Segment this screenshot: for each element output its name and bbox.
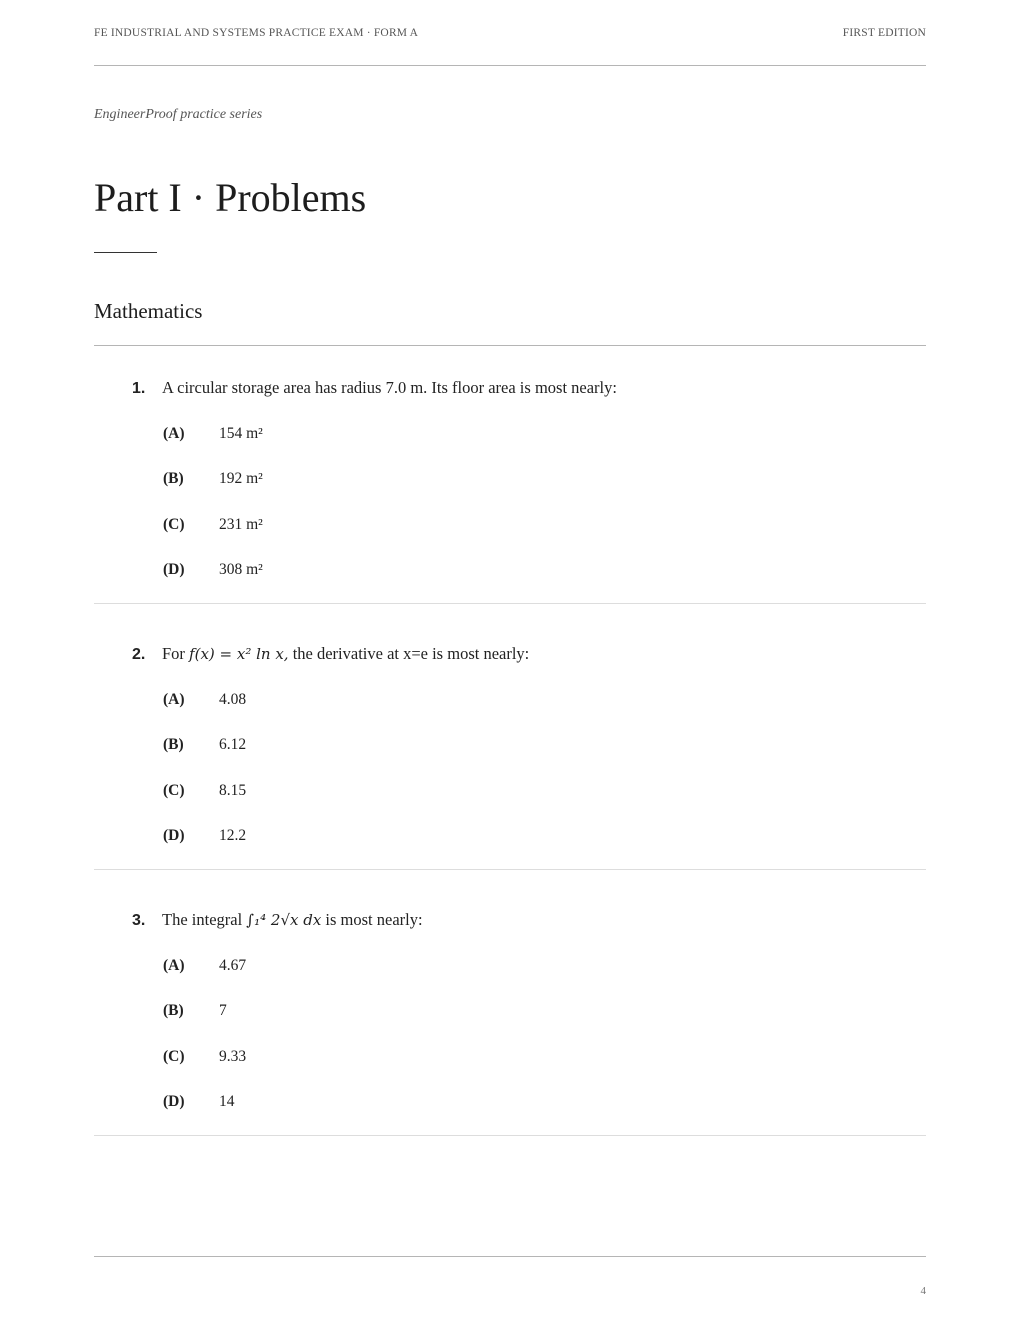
- choice-letter: (C): [163, 781, 185, 799]
- exam-title: FE INDUSTRIAL AND SYSTEMS PRACTICE EXAM · FORM A: [94, 27, 419, 39]
- title-underline: [94, 252, 157, 253]
- choice-letter: (B): [163, 1002, 184, 1020]
- problem-2: [94, 612, 926, 872]
- footer-divider: [94, 1256, 926, 1257]
- choice-letter: (B): [163, 470, 184, 488]
- choice-value: 308 m²: [219, 560, 263, 578]
- choice-letter: (D): [163, 1092, 185, 1110]
- answer-choices: [163, 688, 246, 869]
- answer-choices: [163, 422, 263, 603]
- problem-divider: [94, 869, 926, 870]
- choice-c[interactable]: [163, 513, 263, 558]
- choice-letter: (B): [163, 736, 184, 754]
- problem-3: [94, 878, 926, 1138]
- problem-formula: f(x) = x² ln x,: [189, 645, 289, 663]
- choice-value: 14: [219, 1092, 235, 1110]
- choice-value: 4.67: [219, 957, 247, 974]
- choice-b[interactable]: [163, 467, 263, 512]
- answer-choices: [163, 954, 246, 1135]
- problem-number: 2.: [132, 646, 146, 663]
- choice-letter: (A): [163, 957, 185, 974]
- part-title: Part I · Problems: [94, 175, 367, 220]
- choice-value: 6.12: [219, 736, 247, 754]
- choice-letter: (C): [163, 1047, 185, 1065]
- problem-text-before: The integral: [162, 910, 243, 929]
- choice-value: 4.08: [219, 691, 247, 708]
- choice-d[interactable]: [163, 1090, 246, 1135]
- choice-value: 12.2: [219, 826, 247, 844]
- series-label: EngineerProof practice series: [94, 107, 263, 122]
- choice-c[interactable]: [163, 779, 246, 824]
- exam-page: [94, 0, 926, 1320]
- page-number: 4: [920, 1285, 926, 1297]
- choice-c[interactable]: [163, 1045, 246, 1090]
- problem-1: [94, 346, 926, 606]
- choice-letter: (D): [163, 826, 185, 844]
- choice-letter: (A): [163, 691, 185, 708]
- choice-letter: (C): [163, 515, 185, 533]
- problem-number: 1.: [132, 380, 146, 397]
- problem-number: 3.: [132, 912, 146, 929]
- section-title: Mathematics: [94, 299, 203, 323]
- choice-letter: (D): [163, 560, 185, 578]
- choice-a[interactable]: [163, 422, 263, 467]
- problem-divider: [94, 603, 926, 604]
- problem-divider: [94, 1135, 926, 1136]
- choice-d[interactable]: [163, 558, 263, 603]
- running-header: [94, 27, 926, 43]
- choice-b[interactable]: [163, 733, 246, 778]
- choice-value: 7: [219, 1002, 227, 1020]
- choice-value: 154 m²: [219, 425, 263, 442]
- problem-text: A circular storage area has radius 7.0 m. Its floor area is most nearly:: [162, 378, 617, 397]
- problem-stem: [132, 642, 529, 666]
- problem-text-after: the derivative at x=e is most nearly:: [292, 644, 530, 663]
- choice-d[interactable]: [163, 824, 246, 869]
- problem-text-after: is most nearly:: [325, 910, 423, 929]
- problem-formula: ∫₁⁴ 2√x dx: [246, 911, 322, 929]
- choice-value: 192 m²: [219, 470, 263, 488]
- problem-stem: [132, 908, 423, 932]
- header-divider: [94, 65, 926, 66]
- problem-text-before: For: [162, 644, 185, 663]
- choice-value: 9.33: [219, 1047, 247, 1065]
- edition-label: FIRST EDITION: [842, 27, 926, 39]
- problem-stem: [132, 376, 617, 400]
- choice-value: 8.15: [219, 781, 247, 799]
- choice-value: 231 m²: [219, 515, 263, 533]
- choice-a[interactable]: [163, 954, 246, 999]
- choice-b[interactable]: [163, 999, 246, 1044]
- choice-a[interactable]: [163, 688, 246, 733]
- choice-letter: (A): [163, 425, 185, 442]
